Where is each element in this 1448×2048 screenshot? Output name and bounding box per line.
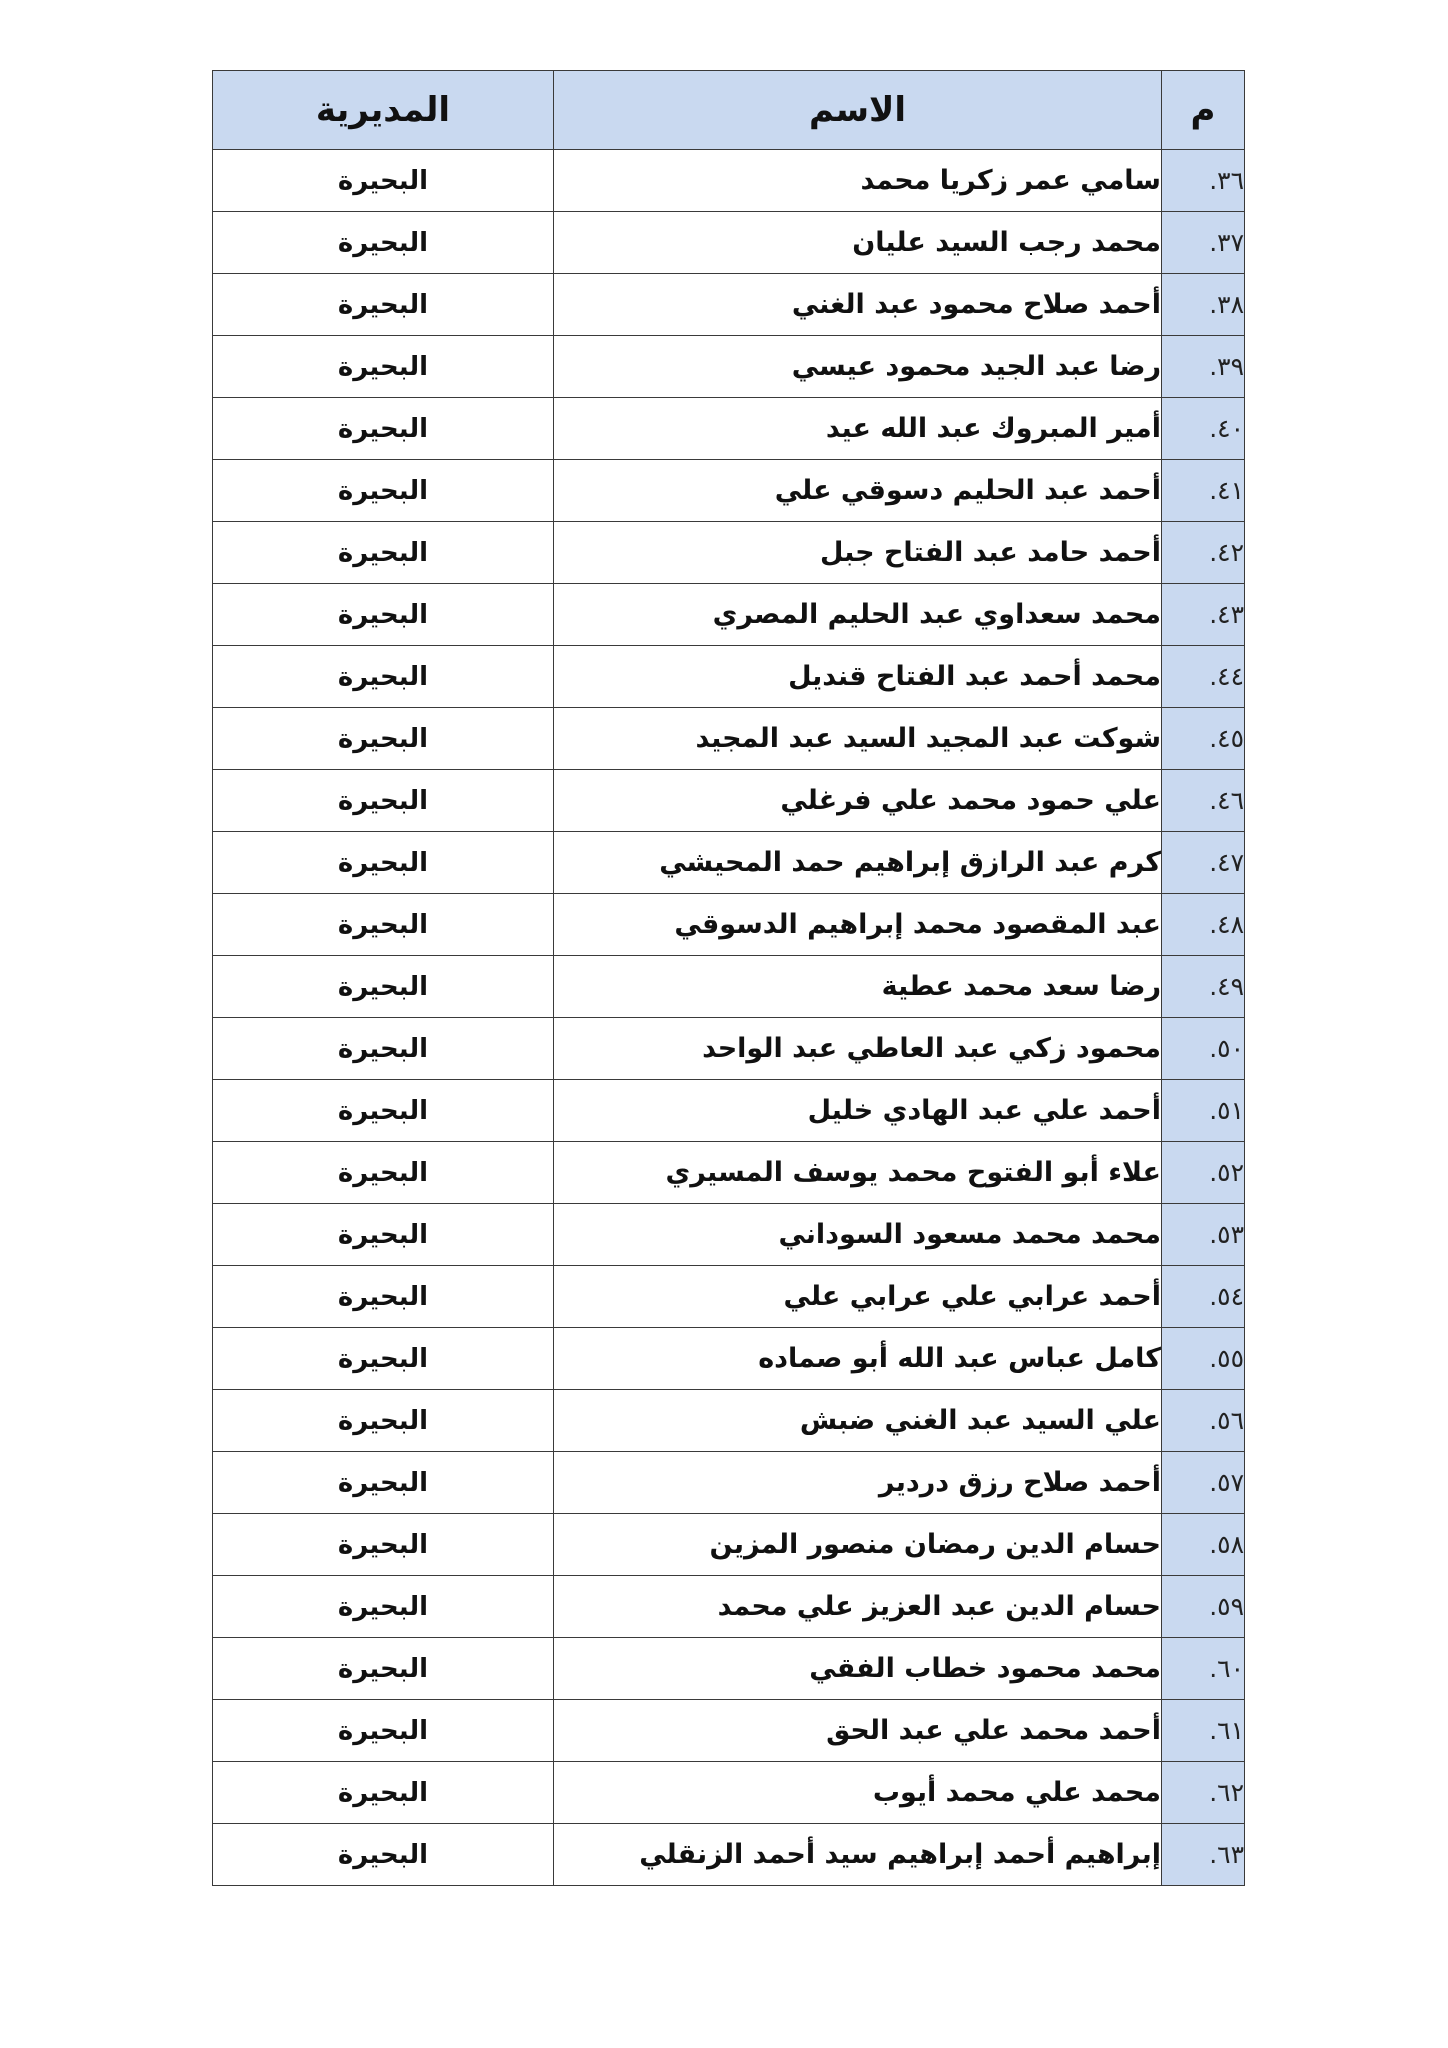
row-name: أحمد صلاح محمود عبد الغني <box>554 274 1162 336</box>
table-body <box>213 150 1245 1886</box>
row-name: عبد المقصود محمد إبراهيم الدسوقي <box>554 894 1162 956</box>
row-number: ٤٢. <box>1162 522 1245 584</box>
row-number: ٥٥. <box>1162 1328 1245 1390</box>
row-directorate: البحيرة <box>213 150 554 212</box>
row-directorate: البحيرة <box>213 956 554 1018</box>
row-name: رضا عبد الجيد محمود عيسي <box>554 336 1162 398</box>
row-name: شوكت عبد المجيد السيد عبد المجيد <box>554 708 1162 770</box>
table-row <box>213 1576 1245 1638</box>
row-name: أحمد علي عبد الهادي خليل <box>554 1080 1162 1142</box>
table-row <box>213 274 1245 336</box>
header-directorate: المديرية <box>213 71 554 150</box>
row-directorate: البحيرة <box>213 832 554 894</box>
row-number: ٥٢. <box>1162 1142 1245 1204</box>
table-row <box>213 1266 1245 1328</box>
row-directorate: البحيرة <box>213 1390 554 1452</box>
table-row <box>213 1080 1245 1142</box>
row-directorate: البحيرة <box>213 1762 554 1824</box>
row-directorate: البحيرة <box>213 522 554 584</box>
row-directorate: البحيرة <box>213 1204 554 1266</box>
row-name: أحمد صلاح رزق دردير <box>554 1452 1162 1514</box>
row-number: ٤٧. <box>1162 832 1245 894</box>
row-number: ٥٤. <box>1162 1266 1245 1328</box>
row-name: علاء أبو الفتوح محمد يوسف المسيري <box>554 1142 1162 1204</box>
row-number: ٥٨. <box>1162 1514 1245 1576</box>
table-row <box>213 708 1245 770</box>
row-directorate: البحيرة <box>213 1142 554 1204</box>
row-number: ٤٠. <box>1162 398 1245 460</box>
row-number: ٥١. <box>1162 1080 1245 1142</box>
row-number: ٤١. <box>1162 460 1245 522</box>
table-row <box>213 150 1245 212</box>
row-number: ٥٠. <box>1162 1018 1245 1080</box>
row-directorate: البحيرة <box>213 1824 554 1886</box>
row-name: حسام الدين عبد العزيز علي محمد <box>554 1576 1162 1638</box>
table-row <box>213 584 1245 646</box>
row-name: كرم عبد الرازق إبراهيم حمد المحيشي <box>554 832 1162 894</box>
row-directorate: البحيرة <box>213 1018 554 1080</box>
table-row <box>213 522 1245 584</box>
table-row <box>213 336 1245 398</box>
table-row <box>213 1390 1245 1452</box>
table-row <box>213 1762 1245 1824</box>
row-directorate: البحيرة <box>213 1328 554 1390</box>
row-number: ٦٣. <box>1162 1824 1245 1886</box>
header-name: الاسم <box>554 71 1162 150</box>
table-row <box>213 1514 1245 1576</box>
row-directorate: البحيرة <box>213 708 554 770</box>
table-row <box>213 956 1245 1018</box>
table-row <box>213 212 1245 274</box>
row-directorate: البحيرة <box>213 398 554 460</box>
row-directorate: البحيرة <box>213 212 554 274</box>
row-number: ٦٢. <box>1162 1762 1245 1824</box>
table-row <box>213 398 1245 460</box>
row-name: أمير المبروك عبد الله عيد <box>554 398 1162 460</box>
table-row <box>213 1204 1245 1266</box>
row-name: حسام الدين رمضان منصور المزين <box>554 1514 1162 1576</box>
table-row <box>213 1452 1245 1514</box>
row-directorate: البحيرة <box>213 584 554 646</box>
table-row <box>213 1142 1245 1204</box>
row-name: علي السيد عبد الغني ضبش <box>554 1390 1162 1452</box>
table-row <box>213 1638 1245 1700</box>
row-name: محمد رجب السيد عليان <box>554 212 1162 274</box>
row-directorate: البحيرة <box>213 1080 554 1142</box>
row-number: ٤٨. <box>1162 894 1245 956</box>
row-number: ٣٩. <box>1162 336 1245 398</box>
row-number: ٥٧. <box>1162 1452 1245 1514</box>
row-number: ٤٥. <box>1162 708 1245 770</box>
row-number: ٥٦. <box>1162 1390 1245 1452</box>
row-name: رضا سعد محمد عطية <box>554 956 1162 1018</box>
row-name: محمد أحمد عبد الفتاح قنديل <box>554 646 1162 708</box>
row-number: ٤٤. <box>1162 646 1245 708</box>
row-number: ٣٦. <box>1162 150 1245 212</box>
row-directorate: البحيرة <box>213 274 554 336</box>
row-name: محمد علي محمد أيوب <box>554 1762 1162 1824</box>
row-number: ٣٨. <box>1162 274 1245 336</box>
table-row <box>213 1018 1245 1080</box>
row-name: أحمد عبد الحليم دسوقي علي <box>554 460 1162 522</box>
row-directorate: البحيرة <box>213 646 554 708</box>
table-row <box>213 894 1245 956</box>
row-directorate: البحيرة <box>213 1514 554 1576</box>
table-row <box>213 1328 1245 1390</box>
row-name: سامي عمر زكريا محمد <box>554 150 1162 212</box>
row-directorate: البحيرة <box>213 460 554 522</box>
row-name: إبراهيم أحمد إبراهيم سيد أحمد الزنقلي <box>554 1824 1162 1886</box>
row-number: ٣٧. <box>1162 212 1245 274</box>
table-row <box>213 1824 1245 1886</box>
row-name: محمد محمود خطاب الفقي <box>554 1638 1162 1700</box>
table-row <box>213 1700 1245 1762</box>
row-directorate: البحيرة <box>213 1576 554 1638</box>
row-name: علي حمود محمد علي فرغلي <box>554 770 1162 832</box>
row-number: ٦٠. <box>1162 1638 1245 1700</box>
row-number: ٤٩. <box>1162 956 1245 1018</box>
row-directorate: البحيرة <box>213 770 554 832</box>
row-directorate: البحيرة <box>213 1266 554 1328</box>
names-table <box>212 70 1245 1886</box>
row-directorate: البحيرة <box>213 1638 554 1700</box>
row-number: ٦١. <box>1162 1700 1245 1762</box>
table-row <box>213 770 1245 832</box>
row-number: ٥٣. <box>1162 1204 1245 1266</box>
header-number: م <box>1162 71 1245 150</box>
row-number: ٤٣. <box>1162 584 1245 646</box>
row-name: أحمد محمد علي عبد الحق <box>554 1700 1162 1762</box>
table-row <box>213 460 1245 522</box>
row-name: محمد سعداوي عبد الحليم المصري <box>554 584 1162 646</box>
table-row <box>213 646 1245 708</box>
table-header-row <box>213 71 1245 150</box>
table-row <box>213 832 1245 894</box>
row-name: أحمد عرابي علي عرابي علي <box>554 1266 1162 1328</box>
row-number: ٥٩. <box>1162 1576 1245 1638</box>
row-number: ٤٦. <box>1162 770 1245 832</box>
row-name: محمود زكي عبد العاطي عبد الواحد <box>554 1018 1162 1080</box>
row-directorate: البحيرة <box>213 336 554 398</box>
row-name: محمد محمد مسعود السوداني <box>554 1204 1162 1266</box>
row-directorate: البحيرة <box>213 1700 554 1762</box>
row-directorate: البحيرة <box>213 894 554 956</box>
row-directorate: البحيرة <box>213 1452 554 1514</box>
row-name: كامل عباس عبد الله أبو صماده <box>554 1328 1162 1390</box>
row-name: أحمد حامد عبد الفتاح جبل <box>554 522 1162 584</box>
